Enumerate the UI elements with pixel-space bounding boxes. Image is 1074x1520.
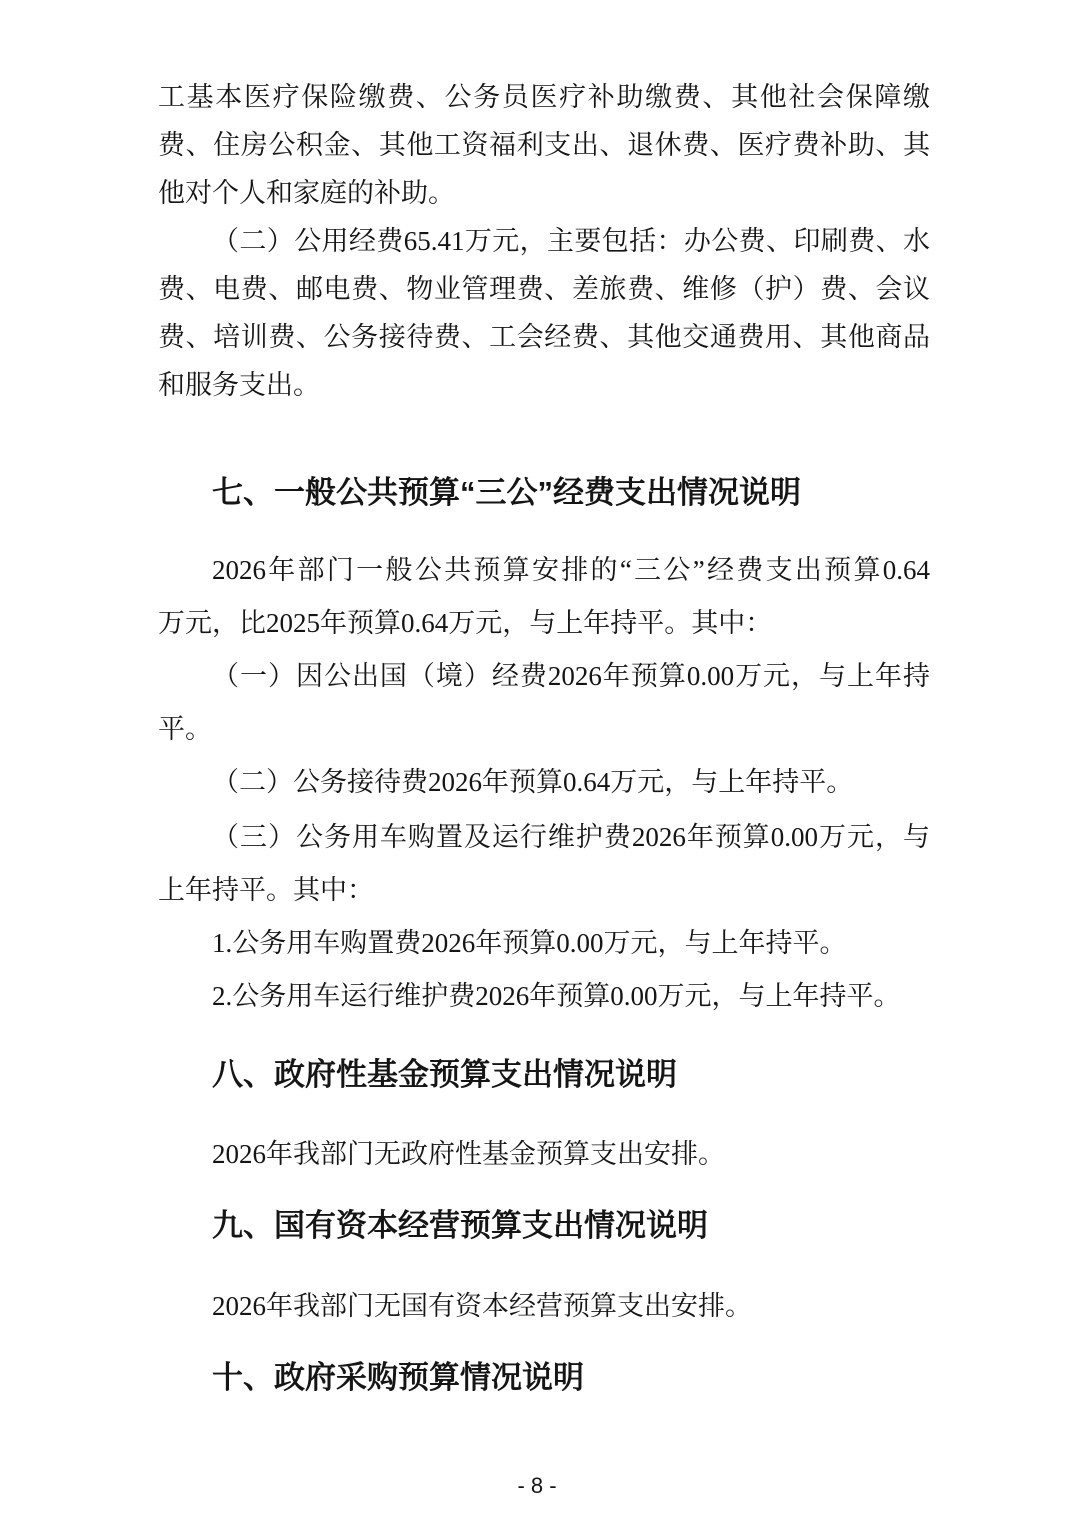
section-heading-8: 八、政府性基金预算支出情况说明 <box>212 1057 677 1092</box>
section-heading-7: 七、一般公共预算“三公”经费支出情况说明 <box>212 475 801 510</box>
text-line: 2026年我部门无国有资本经营预算支出安排。 <box>212 1291 752 1321</box>
text-line: 万元，比2025年预算0.64万元，与上年持平。其中： <box>158 608 773 638</box>
text-line: 费、培训费、公务接待费、工会经费、其他交通费用、其他商品 <box>158 322 930 352</box>
paragraph-sangong-summary <box>158 544 930 650</box>
text-line: （二）公务接待费2026年预算0.64万元，与上年持平。 <box>212 767 854 797</box>
section-heading-10: 十、政府采购预算情况说明 <box>212 1360 584 1395</box>
text-line: （一）因公出国（境）经费2026年预算0.00万元，与上年持 <box>212 661 930 691</box>
text-line: 工基本医疗保险缴费、公务员医疗补助缴费、其他社会保障缴 <box>158 82 930 112</box>
text-line: 2026年我部门无政府性基金预算支出安排。 <box>212 1139 725 1169</box>
text-line: 费、住房公积金、其他工资福利支出、退休费、医疗费补助、其 <box>158 130 930 160</box>
text-line: 费、电费、邮电费、物业管理费、差旅费、维修（护）费、会议 <box>158 274 930 304</box>
paragraph-vehicle-maintenance <box>158 970 930 1023</box>
paragraph-reception-expense <box>158 756 930 809</box>
text-line: 2.公务用车运行维护费2026年预算0.00万元，与上年持平。 <box>212 981 901 1011</box>
paragraph-state-capital <box>158 1280 930 1333</box>
text-line: 他对个人和家庭的补助。 <box>158 178 455 208</box>
paragraph-public-expense <box>158 217 930 409</box>
paragraph-abroad-expense <box>158 650 930 756</box>
page-number: - 8 - <box>517 1473 557 1498</box>
text-line: 2026年部门一般公共预算安排的“三公”经费支出预算0.64 <box>212 555 930 585</box>
text-line: 平。 <box>158 714 212 744</box>
text-line: 1.公务用车购置费2026年预算0.00万元，与上年持平。 <box>212 928 847 958</box>
text-line: （二）公用经费65.41万元，主要包括：办公费、印刷费、水 <box>212 226 930 256</box>
section-heading-9: 九、国有资本经营预算支出情况说明 <box>212 1208 708 1243</box>
text-line: 上年持平。其中： <box>158 875 374 905</box>
paragraph-vehicle-purchase <box>158 917 930 970</box>
paragraph-continued-welfare <box>158 73 930 217</box>
text-line: 和服务支出。 <box>158 370 320 400</box>
paragraph-gov-fund <box>158 1128 930 1181</box>
paragraph-vehicle-expense <box>158 811 930 917</box>
page-content <box>158 73 930 1400</box>
text-line: （三）公务用车购置及运行维护费2026年预算0.00万元，与 <box>212 822 930 852</box>
